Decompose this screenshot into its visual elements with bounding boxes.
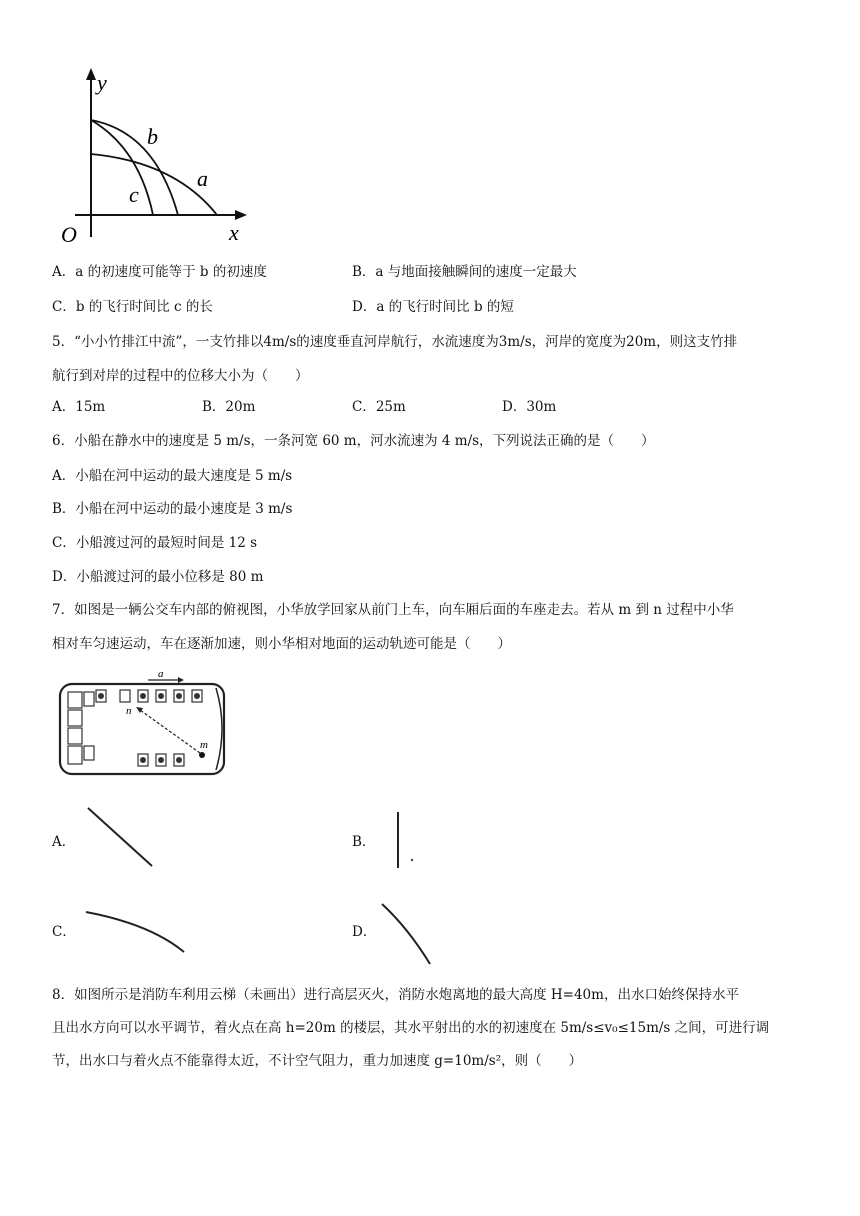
label-x: x <box>229 220 239 245</box>
y-axis-arrow <box>86 68 96 80</box>
q4-option-a: A．a 的初速度可能等于 b 的初速度 <box>52 264 267 280</box>
q8-stem-line2: 且出水方向可以水平调节，着火点在高 h=20m 的楼层，其水平射出的水的初速度在 5m/s≤v₀≤15m/s 之间，可进行调 <box>52 1020 770 1036</box>
label-a: a <box>197 166 208 191</box>
trajectory-b <box>390 808 430 878</box>
top-seat-occupants <box>98 693 200 699</box>
q4-option-b: B．a 与地面接触瞬间的速度一定最大 <box>352 264 577 280</box>
x-axis-arrow <box>235 210 247 220</box>
curve-c <box>91 120 153 215</box>
point-m <box>199 752 205 758</box>
q6-option-c: C．小船渡过河的最短时间是 12 s <box>52 535 258 551</box>
q5-option-a: A．15m <box>52 399 106 415</box>
trajectory-c <box>84 906 194 960</box>
top-seats <box>96 690 202 702</box>
q7-stem-line2: 相对车匀速运动，车在逐渐加速，则小华相对地面的运动轨迹可能是（ ） <box>52 636 511 652</box>
q7-stem-line1: 7．如图是一辆公交车内部的俯视图，小华放学回家从前门上车，向车厢后面的车座走去。若从 m 到 n 过程中小华 <box>52 602 734 618</box>
q7-option-b: B． <box>352 834 376 850</box>
q8-stem-line3: 节，出水口与着火点不能靠得太近，不计空气阻力，重力加速度 g=10m/s²，则（ ） <box>52 1053 583 1069</box>
label-c: c <box>129 182 139 207</box>
q7-option-a: A． <box>52 834 76 850</box>
q8-stem-line1: 8．如图所示是消防车利用云梯（未画出）进行高层灭火，消防水炮离地的最大高度 H=40m，出水口始终保持水平 <box>52 987 739 1003</box>
q6-option-d: D．小船渡过河的最小位移是 80 m <box>52 569 264 585</box>
back-seats <box>68 692 94 764</box>
trajectory-a <box>84 804 194 874</box>
q6-option-b: B．小船在河中运动的最小速度是 3 m/s <box>52 501 293 517</box>
trajectory-d <box>378 900 438 970</box>
label-b: b <box>147 124 158 149</box>
path-m-to-n <box>140 710 200 753</box>
label-o: O <box>61 222 77 247</box>
bus-diagram <box>54 666 234 780</box>
q5-option-d: D．30m <box>502 399 557 415</box>
q6-stem: 6．小船在静水中的速度是 5 m/s，一条河宽 60 m，河水流速为 4 m/s，下列说法正确的是（ ） <box>52 433 655 449</box>
bus-label-a: a <box>158 668 164 680</box>
bus-label-m: m <box>200 739 208 751</box>
bus-label-n: n <box>126 705 132 717</box>
bus-front <box>216 688 222 770</box>
q6-option-a: A．小船在河中运动的最大速度是 5 m/s <box>52 468 293 484</box>
bottom-seat-occupants <box>140 757 182 763</box>
q4-option-d: D．a 的飞行时间比 b 的短 <box>352 299 514 315</box>
q5-option-b: B．20m <box>202 399 256 415</box>
q5-stem-line2: 航行到对岸的过程中的位移大小为（ ） <box>52 368 309 384</box>
q4-option-c: C．b 的飞行时间比 c 的长 <box>52 299 213 315</box>
q5-stem-line1: 5．“小小竹排江中流”，一支竹排以4m/s的速度垂直河岸航行，水流速度为3m/s，河岸的宽度为20m，则这支竹排 <box>52 334 738 350</box>
q7-option-d: D． <box>352 924 377 940</box>
q5-option-c: C．25m <box>352 399 406 415</box>
label-y: y <box>97 70 107 95</box>
q7-option-c: C． <box>52 924 76 940</box>
acceleration-arrow-head <box>178 677 184 683</box>
trajectory-figure <box>55 62 255 252</box>
